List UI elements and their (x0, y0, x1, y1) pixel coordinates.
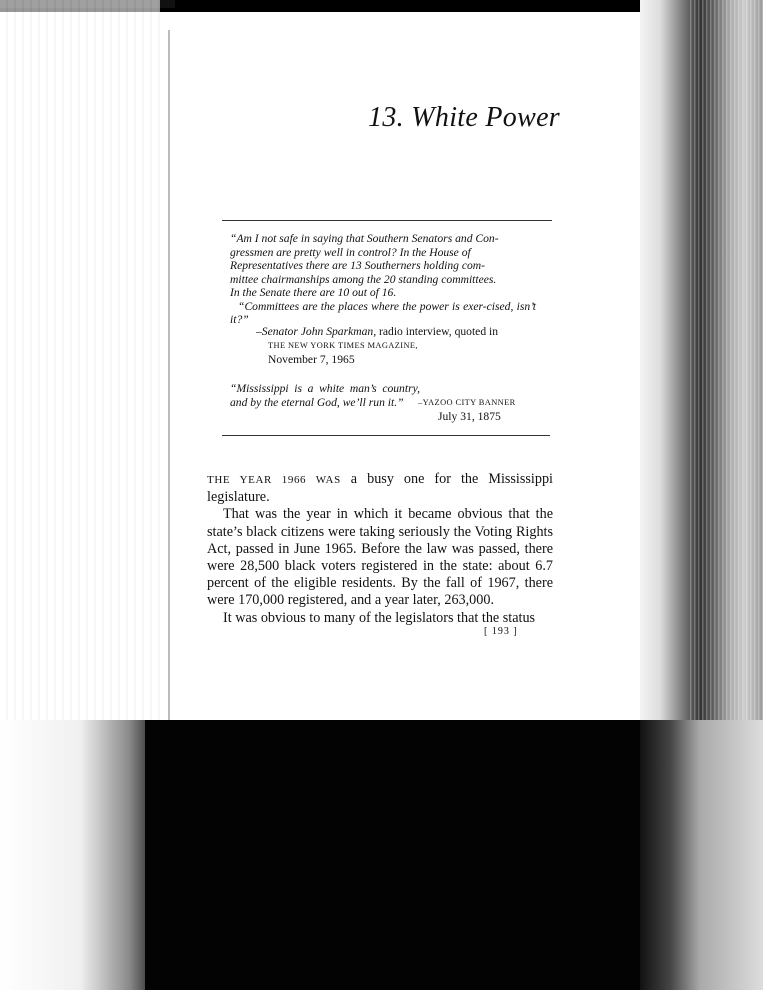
epigraph-quote-1-cont: “Committees are the places where the power is exer-cised, isn’t it?” (230, 299, 536, 326)
epigraph-line: Representatives there are 13 Southerners holding com- (230, 259, 486, 272)
body-text (207, 471, 553, 627)
attribution-publication: –YAZOO CITY BANNER (418, 398, 516, 407)
epigraph-top-rule (222, 220, 552, 221)
lead-small-caps: THE YEAR 1966 WAS (207, 474, 341, 486)
chapter-title: 13. White Power (368, 102, 560, 133)
attribution-date: November 7, 1965 (268, 353, 355, 366)
paragraph: That was the year in which it became obvious that the state’s black citizens were taking seriously the Voting Rights Act, passed in June 1965. Before the law was passed, there were 28,500 black voters registered in the state: about 6.7 percent of the eligible residents. By the fall of 1967, there were 170,000 registered, and a year later, 263,000. (207, 506, 553, 609)
attribution-publication: THE NEW YORK TIMES MAGAZINE, (268, 341, 418, 350)
epigraph-quote-1 (230, 232, 536, 327)
epigraph-line: gressmen are pretty well in control? In the House of (230, 245, 471, 259)
epigraph-line: mittee chairmanships among the 20 standing committees. (230, 272, 497, 286)
page-number: [ 193 ] (484, 626, 518, 637)
epigraph-line: “Am I not safe in saying that Southern Senators and Con- (230, 232, 499, 245)
paragraph (207, 471, 553, 506)
scan-bottom-left (0, 720, 160, 990)
attribution-speaker: –Senator John Sparkman, (256, 325, 377, 338)
epigraph-attribution-2 (418, 396, 538, 424)
attribution-source: radio interview, quoted in (376, 325, 499, 338)
epigraph-attribution-1 (256, 325, 546, 367)
page-left-edge (168, 30, 170, 720)
epigraph-quote-2-text: “Mississippi is a white man’s country, and by the eternal God, we’ll run it.” (230, 382, 420, 409)
attribution-date: July 31, 1875 (438, 410, 501, 423)
epigraph-bottom-rule (222, 435, 550, 436)
paragraph: It was obvious to many of the legislators that the status (223, 609, 536, 626)
paragraph-text: a busy one for the Mississippi legislature. (207, 471, 553, 506)
scan-bottom-right (640, 720, 763, 990)
scan-bottom-shadow (145, 720, 645, 990)
epigraph-line: In the Senate there are 10 out of 16. (230, 286, 397, 299)
